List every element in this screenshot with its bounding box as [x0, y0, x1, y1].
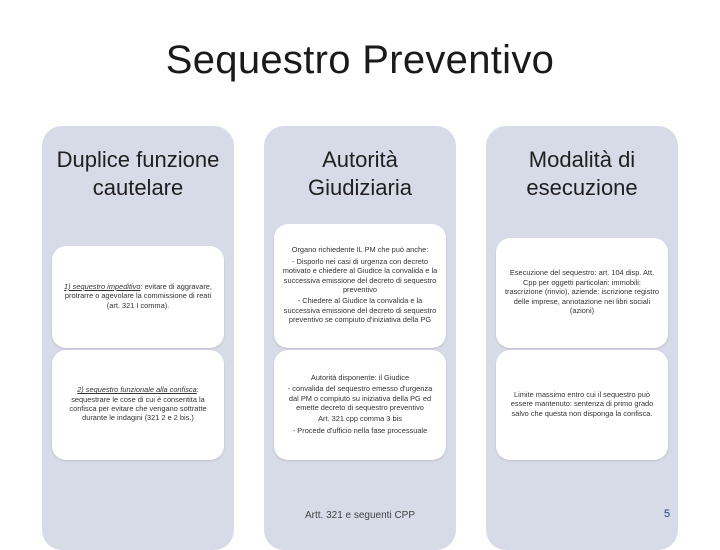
column-duplice-funzione	[42, 126, 234, 550]
card-esecuzione-sequestro	[496, 238, 668, 348]
slide-footer: Artt. 321 e seguenti CPP	[304, 510, 416, 521]
card-lead: 2) sequestro funzionale alla confisca	[77, 385, 197, 395]
card-line: - Procede d'ufficio nella fase processuale	[292, 425, 428, 435]
card-sequestro-funzionale	[52, 350, 224, 460]
card-line: - convalida del sequestro emesso d'urgenza dal PM o compiuto su iniziativa della PG ed emette decreto di sequestro preventivo	[287, 384, 433, 412]
card-text	[60, 385, 216, 423]
column-autorita-giudiziaria	[264, 126, 456, 550]
card-line: - Chiedere al Giudice la convalida e la successiva emissione del decreto di sequestro preventivo se compiuto d'iniziativa della PG	[283, 296, 437, 325]
card-organo-richiedente	[274, 224, 446, 348]
card-line: Art. 321 cpp comma 3 bis	[318, 414, 402, 424]
card-sequestro-impeditivo	[52, 246, 224, 348]
column-heading: Autorità Giudiziaria	[308, 147, 412, 200]
card-line: Autorità disponente: il Giudice	[310, 372, 410, 382]
column-heading: Duplice funzione cautelare	[56, 147, 220, 200]
card-autorita-disponente	[274, 350, 446, 460]
card-body: : evitare di aggravare, protrarre o agevolare la commissione di reati (art. 321 I comma).	[64, 281, 212, 310]
column-modalita-esecuzione	[486, 126, 678, 550]
card-lead: 1) sequestro impeditivo	[64, 281, 141, 291]
card-text: Limite massimo entro cui il sequestro può essere mantenuto: sentenza di primo grado salvo che questa non disponga la confisca.	[510, 389, 654, 418]
card-text	[60, 282, 216, 310]
column-heading: Modalità di esecuzione	[526, 147, 638, 200]
card-line: - Disporlo nei casi di urgenza con decreto motivato e chiedere al Giudice la convalida e la successiva emissione del decreto di sequestro preventivo	[282, 256, 438, 294]
card-line: Organo richiedente IL PM che può anche:	[291, 245, 429, 255]
card-body: : sequestrare le cose di cui è consentita la confisca per evitare che vengano sottratte durante le indagini (321 2 e 2 bis.)	[69, 385, 207, 423]
page-number: 5	[664, 508, 671, 520]
card-limite-massimo	[496, 350, 668, 460]
slide-title: Sequestro Preventivo	[165, 38, 555, 82]
card-text: Esecuzione del sequestro: art. 104 disp. Att. Cpp per oggetti particolari: immobili: trascrizione (rinvio), aziende: iscrizione registro delle imprese, annotazione nei libri sociali (azioni)	[504, 268, 660, 316]
